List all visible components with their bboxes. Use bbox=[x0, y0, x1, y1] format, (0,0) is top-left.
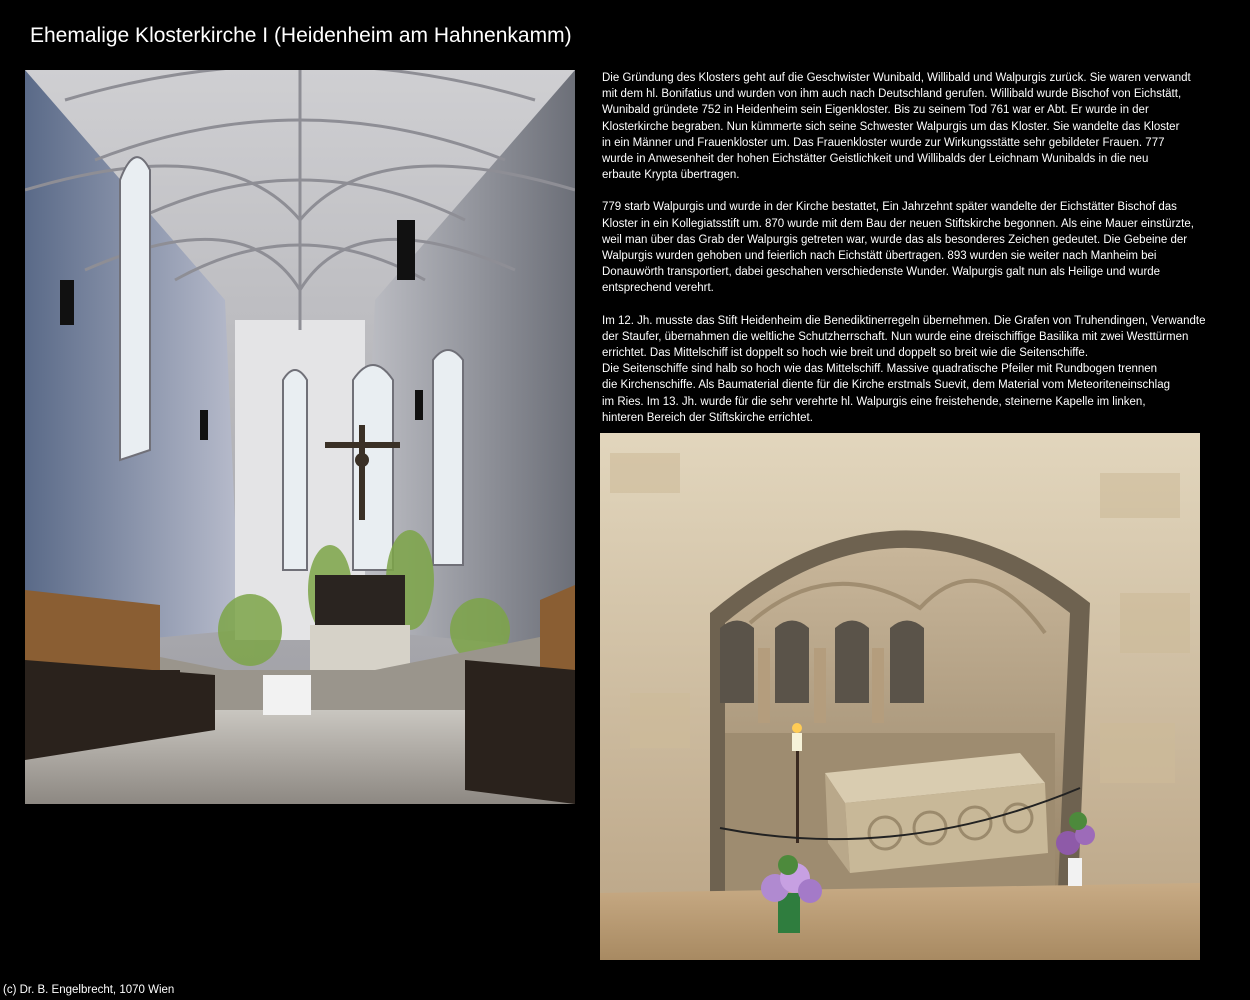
article-paragraph-1: Die Gründung des Klosters geht auf die Geschwister Wunibald, Willibald und Walpurgis zurück. Sie waren verwandt mit dem hl. Bonifatius und wurden von ihm auch nach Deutschland gerufen. Willibald wurde Bischof von Eichstätt, Wunibald gründete 752 in Heidenheim sein Eigenkloster. Bis zu seinem Tod 761 war er Abt. Er wurde in der Klosterkirche begraben. Nun kümmerte sich seine Schwester Walpurgis um das Kloster. Sie wandelte das Kloster in ein Männer und Frauenkloster um. Das Frauenkloster wurde zur Wirkungsstätte sehr gebildeter Frauen. 777 wurde in Anwesenheit der hohen Eichstätter Geistlichkeit und Willibalds der Leichnam Wunibalds in die neu erbaute Krypta übertragen. bbox=[602, 72, 1191, 182]
article-paragraph-2: 779 starb Walpurgis und wurde in der Kirche bestattet, Ein Jahrzehnt später wandelte der Eichstätter Bischof das Kloster in ein Kollegiatsstift um. 870 wurde mit dem Bau der neuen Stiftskirche begonnen. Als eine Mauer einstürzte, weil man über das Grab der Walpurgis getreten war, wurde das als besonderes Zeichen gedeutet. Die Gebeine der Walpurgis wurden gehoben und feierlich nach Eichstätt übertragen. 893 wurden sie weiter nach Manheim bei Donauwörth transportiert, dabei geschahen verschiedenste Wunder. Walpurgis galt nun als Heilige und wurde entsprechend verehrt. bbox=[602, 201, 1194, 295]
page-title: Ehemalige Klosterkirche I (Heidenheim am Hahnenkamm) bbox=[30, 24, 572, 47]
crypt-tomb-photo bbox=[600, 433, 1200, 960]
copyright-footer: (c) Dr. B. Engelbrecht, 1070 Wien bbox=[3, 984, 175, 996]
article-paragraph-3: Im 12. Jh. musste das Stift Heidenheim die Benediktinerregeln übernehmen. Die Grafen von Truhendingen, Verwandte der Staufer, übernahmen die weltliche Schutzherrschaft. Nun wurde eine dreischiffige Basilika mit zwei Westtürmen errichtet. Das Mittelschiff ist doppelt so hoch wie breit und doppelt so breit wie die Seitenschiffe. Die Seitenschiffe sind halb so hoch wie das Mittelschiff. Massive quadratische Pfeiler mit Rundbogen trennen die Kirchenschiffe. Als Baumaterial diente für die Kirche erstmals Suevit, dem Material vom Meteoriteneinschlag im Ries. Im 13. Jh. wurde für die sehr verehrte hl. Walpurgis eine freistehende, steinerne Kapelle im linken, hinteren Bereich der Stiftskirche errichtet. bbox=[602, 314, 1206, 424]
crypt-tomb-icon bbox=[600, 433, 1200, 960]
church-interior-photo bbox=[25, 70, 575, 804]
church-interior-icon bbox=[25, 70, 575, 804]
article-text bbox=[602, 70, 1238, 442]
